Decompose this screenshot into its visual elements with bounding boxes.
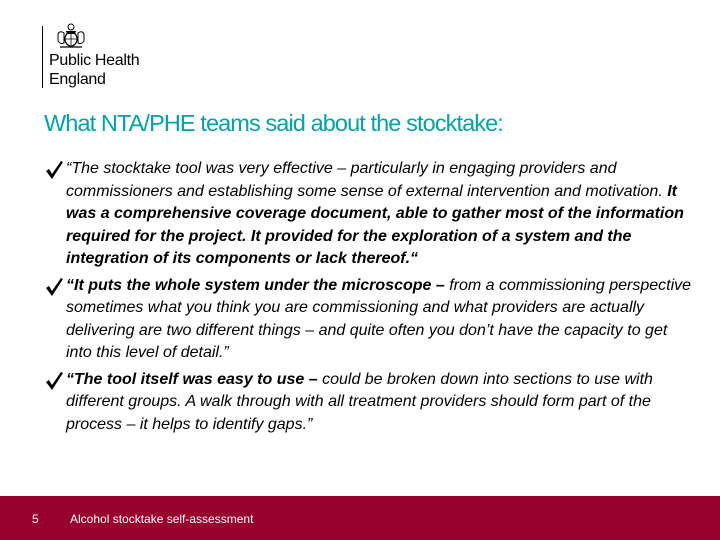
footer-title: Alcohol stocktake self-assessment xyxy=(70,512,254,526)
logo-text xyxy=(49,51,139,89)
footer-bar xyxy=(0,496,720,540)
logo-line-1: Public Health xyxy=(49,52,140,69)
quote-bold-text: It was a comprehensive coverage document, able to gather most of the information required for the project. It provided for the exploration of a system and the integration of its components or lack thereof.“ xyxy=(66,182,684,267)
quote-bold-text: “The tool itself was easy to use – xyxy=(66,370,318,388)
quote-bold-text: “It puts the whole system under the microscope – xyxy=(66,276,445,294)
quote-item xyxy=(44,369,694,437)
quote-list xyxy=(44,158,694,436)
royal-crest-icon xyxy=(54,22,88,50)
quote-item xyxy=(44,158,694,271)
checkmark-icon xyxy=(44,160,64,180)
slide-title: What NTA/PHE teams said about the stocktake: xyxy=(44,110,503,136)
quote-item xyxy=(44,275,694,365)
logo-divider xyxy=(42,26,43,88)
checkmark-icon xyxy=(44,277,64,297)
logo-line-2: England xyxy=(49,71,106,88)
quote-text: from a commissioning perspective sometimes what you think you are commissioning and what providers are actually delivering are two different things – and quite often you don’t have the capacity to get into this level of detail.” xyxy=(66,276,692,361)
page-number: 5 xyxy=(32,512,39,526)
checkmark-icon xyxy=(44,371,64,391)
phe-logo xyxy=(42,22,162,92)
quote-text: could be broken down into sections to use with different groups. A walk through with all treatment providers should form part of the process – it helps to identify gaps.” xyxy=(66,370,653,433)
quote-text: “The stocktake tool was very effective – particularly in engaging providers and commissioners and establishing some sense of external intervention and motivation. xyxy=(66,160,668,200)
